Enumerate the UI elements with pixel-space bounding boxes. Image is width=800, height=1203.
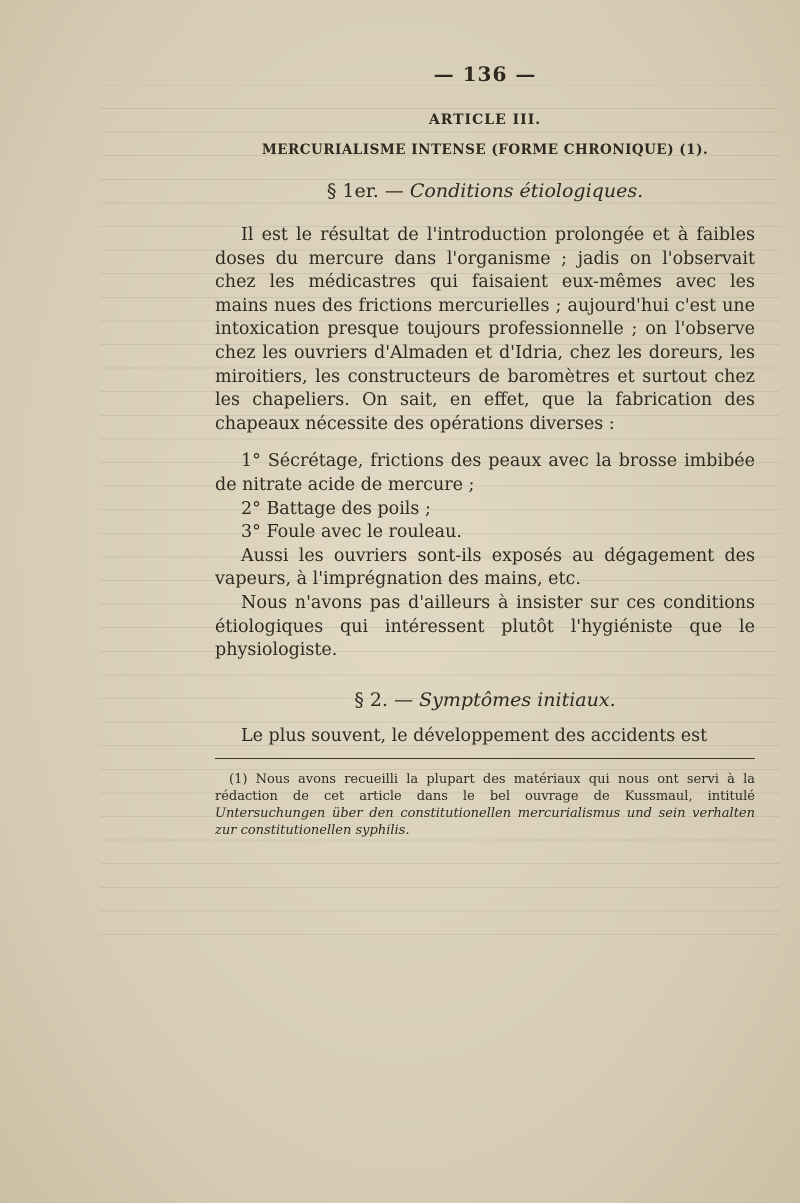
page-content <box>215 62 755 839</box>
section-1-heading <box>215 180 755 202</box>
list-item-3: 3° Foule avec le rouleau. <box>241 522 462 543</box>
paragraph-3: Nous n'avons pas d'ailleurs à insister sur ces conditions étiologiques qui intéressent plutôt l'hygiéniste que le physiologiste. <box>215 592 755 661</box>
footnote-rule <box>215 758 755 759</box>
list-item-1: 1° Sécrétage, frictions des peaux avec la brosse imbibée de nitrate acide de mercure ; <box>215 451 755 495</box>
section-1-number: § 1er. — <box>326 180 404 202</box>
footnote-text: (1) Nous avons recueilli la plupart des matériaux qui nous ont servi à la rédaction de cet article dans le bel ouvrage de Kussmaul, intitulé <box>215 772 755 805</box>
paragraph-2: Aussi les ouvriers sont-ils exposés au dégagement des vapeurs, à l'imprégnation des mains, etc. <box>215 545 755 590</box>
footnote <box>215 771 755 839</box>
footnote-title: Untersuchungen über den constitutionellen mercurialismus und sein verhalten zur constitutionellen syphilis. <box>215 806 755 839</box>
page-number: — 136 — <box>433 62 537 86</box>
paragraph-1: Il est le résultat de l'introduction prolongée et à faibles doses du mercure dans l'organisme ; jadis on l'observait chez les médicastres qui faisaient eux-mêmes avec les mains nues des frictions mercurielles ; aujourd'hui c'est une intoxication presque toujours professionnelle ; on l'observe chez les ouvriers d'Almaden et d'Idria, chez les doreurs, les miroitiers, les constructeurs de baromètres et surtout chez les chapeliers. On sait, en effet, que la fabrication des chapeaux nécessite des opérations diverses : <box>215 225 755 434</box>
paragraph-4: Le plus souvent, le développement des accidents est <box>241 725 708 746</box>
operations-list <box>215 450 755 544</box>
section-2-heading <box>215 689 755 711</box>
list-item-2: 2° Battage des poils ; <box>241 498 431 519</box>
section-2-number: § 2. — <box>354 688 414 711</box>
section-1-name: Conditions étiologiques. <box>409 180 644 202</box>
article-heading: ARTICLE III. <box>428 112 542 128</box>
article-subtitle: MERCURIALISME INTENSE (FORME CHRONIQUE) (1). <box>261 142 709 158</box>
section-2-name: Symptômes initiaux. <box>419 688 616 711</box>
